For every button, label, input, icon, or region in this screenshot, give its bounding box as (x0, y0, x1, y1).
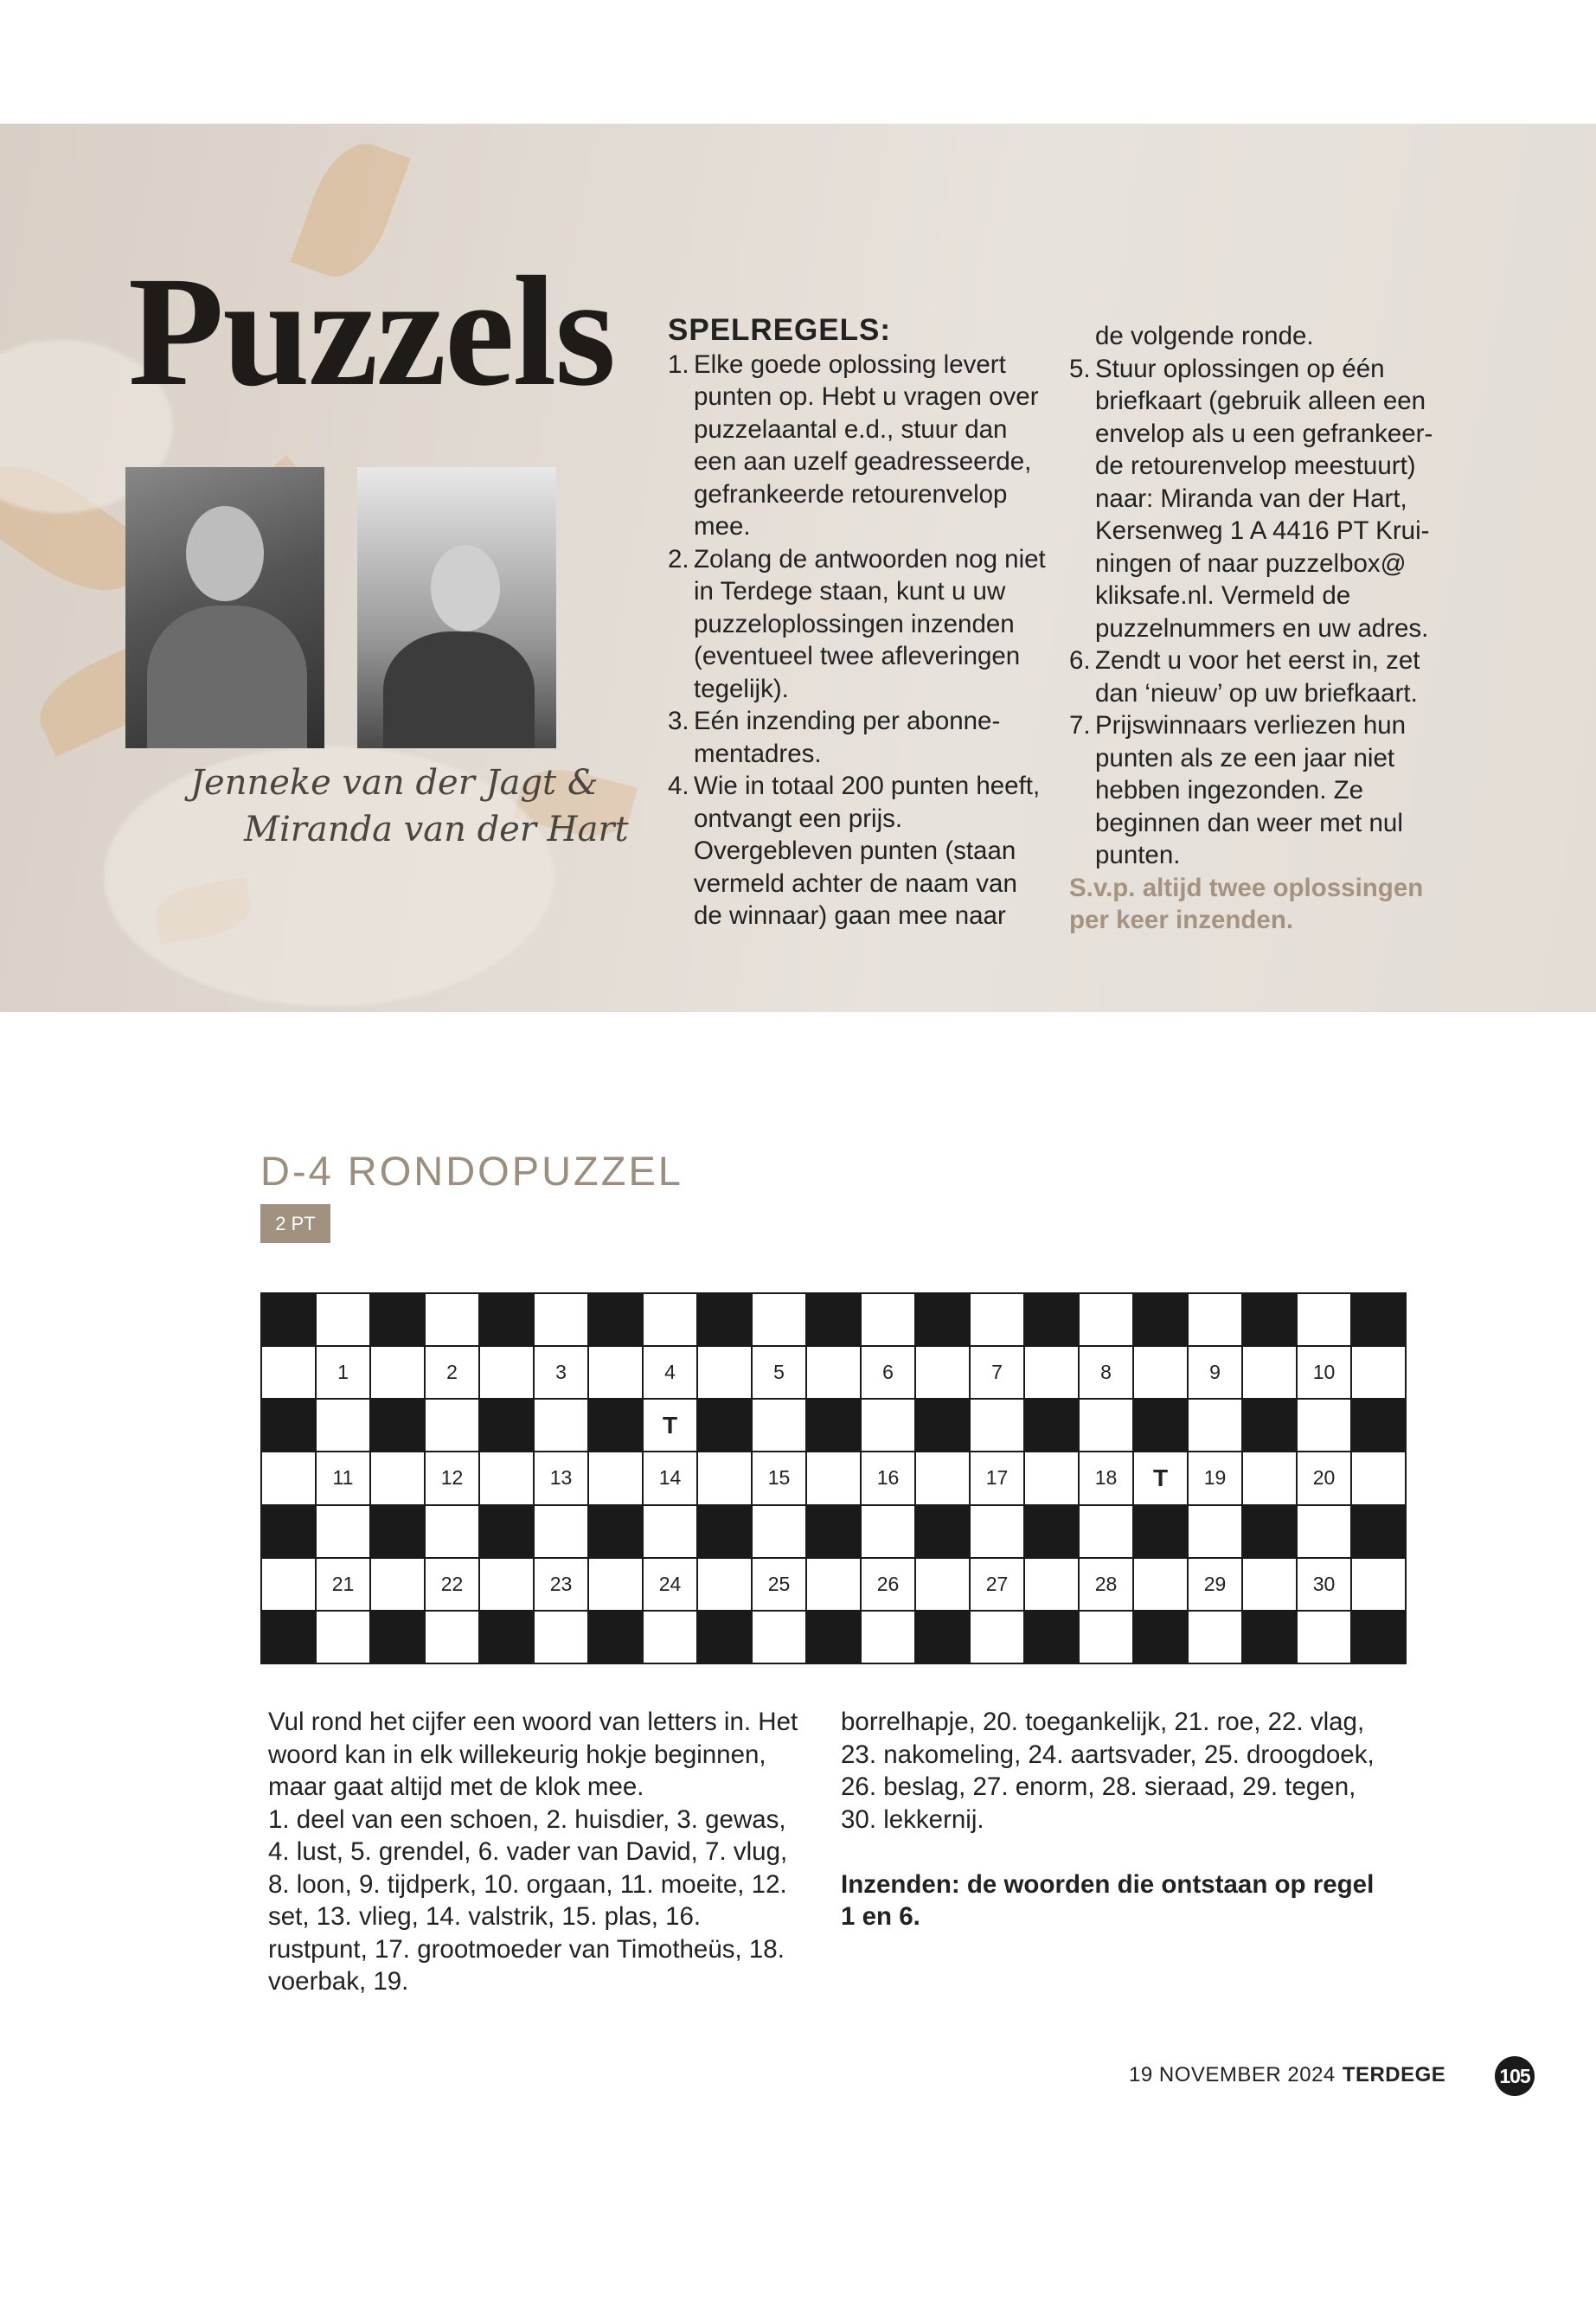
grid-number-cell: 22 (425, 1558, 479, 1611)
grid-number-cell: 4 (643, 1346, 697, 1399)
rule-continuation: de volgende ronde. (1095, 322, 1314, 350)
grid-number-cell: 6 (861, 1346, 915, 1399)
grid-letter-cell[interactable] (915, 1558, 970, 1611)
grid-letter-cell[interactable] (1188, 1293, 1242, 1346)
grid-letter-cell[interactable] (534, 1505, 588, 1558)
grid-letter-cell[interactable] (370, 1346, 425, 1399)
grid-letter-cell[interactable] (970, 1399, 1024, 1452)
grid-number-cell: 13 (534, 1452, 588, 1504)
grid-number-cell: 3 (534, 1346, 588, 1399)
grid-black-cell (1242, 1293, 1297, 1346)
rule-item: 4. Wie in totaal 200 punten heeft, ontvangt een prijs. Overgebleven punten (staan vermeld achter de naam van de winnaar) gaan mee naar (668, 772, 1041, 930)
grid-black-cell (1133, 1293, 1188, 1346)
grid-black-cell (479, 1611, 534, 1663)
grid-letter-cell[interactable] (915, 1346, 970, 1399)
rule-item: 7. Prijswinnaars verliezen hun punten als ze een jaar niet hebben ingezonden. Ze beginnen dan weer met nul punten. (1069, 711, 1407, 869)
grid-letter-cell[interactable] (1188, 1399, 1242, 1452)
grid-letter-cell[interactable] (261, 1558, 316, 1611)
grid-letter-cell[interactable] (1351, 1558, 1406, 1611)
grid-number-cell: 17 (970, 1452, 1024, 1504)
rule-item: 5. Stuur oplossingen op één briefkaart (gebruik alleen een envelop als u een gefrankeerde retourenvelop meestuurt) naar: Miranda van der Hart, Kersenweg 1 A 4416 PT Kruiningen of naar puzzelbox@ kliksafe.nl. Vermeld de puzzelnummers en uw adres. (1069, 354, 1433, 643)
grid-number-cell: 10 (1297, 1346, 1351, 1399)
grid-letter-cell[interactable] (425, 1293, 479, 1346)
grid-black-cell (697, 1611, 752, 1663)
grid-number-cell: 5 (752, 1346, 806, 1399)
grid-letter-cell[interactable] (425, 1399, 479, 1452)
grid-letter-cell[interactable] (1079, 1399, 1133, 1452)
grid-number-cell: 26 (861, 1558, 915, 1611)
grid-black-cell (915, 1505, 970, 1558)
grid-letter-cell[interactable] (1297, 1293, 1351, 1346)
grid-letter-cell[interactable] (316, 1293, 370, 1346)
puzzle-grid (260, 1292, 1407, 1664)
grid-black-cell (479, 1505, 534, 1558)
grid-letter-cell[interactable] (1242, 1452, 1297, 1504)
grid-number-cell: 19 (1188, 1452, 1242, 1504)
submit-instructions: Inzenden: de woorden die ontstaan op regel 1 en 6. (841, 1869, 1375, 1931)
grid-black-cell (1242, 1399, 1297, 1452)
puzzle-title: D-4 RONDOPUZZEL (260, 1148, 683, 1194)
grid-number-cell: 27 (970, 1558, 1024, 1611)
grid-letter-cell[interactable] (1133, 1558, 1188, 1611)
grid-letter-cell[interactable] (370, 1452, 425, 1504)
grid-black-cell (806, 1293, 861, 1346)
grid-black-cell (370, 1293, 425, 1346)
grid-letter-cell[interactable] (316, 1505, 370, 1558)
grid-black-cell (697, 1505, 752, 1558)
grid-number-cell: 21 (316, 1558, 370, 1611)
grid-letter-cell[interactable] (1188, 1611, 1242, 1663)
grid-black-cell (370, 1399, 425, 1452)
grid-letter-cell[interactable] (861, 1505, 915, 1558)
grid-number-cell: 23 (534, 1558, 588, 1611)
grid-black-cell (588, 1505, 643, 1558)
grid-number-cell: 30 (1297, 1558, 1351, 1611)
puzzle-clues-part2: borrelhapje, 20. toegankelijk, 21. roe, 22. vlag, 23. nakomeling, 24. aartsvader, 25. droogdoek, 26. beslag, 27. enorm, 28. sieraad, 29. tegen, 30. lekkernij. (841, 1708, 1375, 1834)
grid-letter-cell[interactable] (534, 1611, 588, 1663)
grid-letter-cell[interactable] (643, 1505, 697, 1558)
grid-letter-cell[interactable] (970, 1505, 1024, 1558)
author-name-1: Jenneke van der Jagt & (190, 763, 599, 803)
grid-black-cell (806, 1611, 861, 1663)
grid-letter-cell[interactable] (1297, 1611, 1351, 1663)
grid-number-cell: 1 (316, 1346, 370, 1399)
grid-black-cell (370, 1611, 425, 1663)
grid-letter-cell[interactable] (1351, 1346, 1406, 1399)
grid-letter-cell[interactable] (425, 1611, 479, 1663)
grid-row (261, 1611, 1406, 1663)
grid-number-cell: 9 (1188, 1346, 1242, 1399)
grid-black-cell (588, 1611, 643, 1663)
rules-column-2 (1069, 320, 1450, 937)
grid-letter-cell[interactable] (425, 1505, 479, 1558)
grid-letter-cell[interactable] (970, 1293, 1024, 1346)
page-title: Puzzels (128, 245, 615, 419)
puzzle-instructions: Vul rond het cijfer een woord van letters in. Het woord kan in elk willekeurig hokje beginnen, maar gaat altijd met de klok mee. (268, 1708, 798, 1801)
grid-black-cell (479, 1293, 534, 1346)
grid-black-cell (806, 1505, 861, 1558)
author-names (190, 760, 629, 853)
grid-number-cell: 14 (643, 1452, 697, 1504)
grid-black-cell (479, 1399, 534, 1452)
grid-number-cell: 24 (643, 1558, 697, 1611)
grid-row (261, 1293, 1406, 1346)
grid-black-cell (1133, 1611, 1188, 1663)
grid-black-cell (261, 1293, 316, 1346)
grid-letter-cell[interactable] (1079, 1611, 1133, 1663)
grid-letter-cell[interactable] (1024, 1558, 1079, 1611)
grid-letter-cell[interactable] (697, 1558, 752, 1611)
grid-letter-cell[interactable] (697, 1452, 752, 1504)
grid-letter-cell[interactable] (861, 1293, 915, 1346)
grid-number-cell: 2 (425, 1346, 479, 1399)
puzzle-clues-part1: 1. deel van een schoen, 2. huisdier, 3. gewas, 4. lust, 5. grendel, 6. vader van David, 7. vlug, 8. loon, 9. tijdperk, 10. orgaan, 11. moeite, 12. set, 13. vlieg, 14. valstrik, 15. plas, 16. rustpunt, 17. grootmoeder van Timotheüs, 18. voerbak, 19. (268, 1804, 788, 1996)
grid-letter-cell[interactable] (370, 1558, 425, 1611)
grid-letter-cell[interactable] (752, 1611, 806, 1663)
grid-letter-cell[interactable] (588, 1452, 643, 1504)
grid-number-cell: 18 (1079, 1452, 1133, 1504)
grid-letter-cell[interactable] (316, 1399, 370, 1452)
grid-black-cell (1351, 1293, 1406, 1346)
grid-row (261, 1558, 1406, 1611)
grid-letter-cell[interactable] (316, 1611, 370, 1663)
page-number: 105 (1495, 2056, 1535, 2096)
grid-row (261, 1505, 1406, 1558)
grid-letter-cell[interactable] (643, 1611, 697, 1663)
grid-black-cell (806, 1399, 861, 1452)
grid-number-cell: 29 (1188, 1558, 1242, 1611)
grid-number-cell: 12 (425, 1452, 479, 1504)
grid-letter-cell[interactable] (806, 1558, 861, 1611)
rule-item: 2. Zolang de antwoorden nog niet in Terdege staan, kunt u uw puzzeloplossingen inzenden (eventueel twee afleveringen tegelijk). (668, 544, 1046, 703)
grid-black-cell (1351, 1399, 1406, 1452)
grid-letter-cell[interactable] (752, 1505, 806, 1558)
grid-letter-cell[interactable] (1079, 1293, 1133, 1346)
grid-letter-cell[interactable] (752, 1399, 806, 1452)
points-badge: 2 PT (260, 1204, 330, 1243)
grid-letter-cell[interactable] (1024, 1346, 1079, 1399)
grid-letter-cell[interactable] (479, 1346, 534, 1399)
grid-letter-cell[interactable] (970, 1611, 1024, 1663)
grid-row (261, 1399, 1406, 1452)
grid-black-cell (261, 1611, 316, 1663)
grid-letter-cell[interactable] (643, 1293, 697, 1346)
grid-letter-cell[interactable] (534, 1399, 588, 1452)
grid-letter-cell[interactable] (806, 1346, 861, 1399)
grid-letter-cell[interactable] (1242, 1558, 1297, 1611)
header-banner (0, 124, 1596, 1012)
grid-letter-cell[interactable] (588, 1346, 643, 1399)
author-name-2: Miranda van der Hart (244, 810, 629, 849)
rules-heading: SPELREGELS: (668, 313, 891, 347)
grid-black-cell (697, 1399, 752, 1452)
grid-letter-cell[interactable] (479, 1452, 534, 1504)
grid-number-cell: 15 (752, 1452, 806, 1504)
footer-magazine: TERDEGE (1342, 2063, 1446, 2086)
grid-letter-cell[interactable] (588, 1558, 643, 1611)
grid-black-cell (1024, 1399, 1079, 1452)
grid-number-cell: 20 (1297, 1452, 1351, 1504)
grid-number-cell: 8 (1079, 1346, 1133, 1399)
grid-black-cell (1351, 1505, 1406, 1558)
grid-black-cell (1351, 1611, 1406, 1663)
grid-letter-cell[interactable] (261, 1452, 316, 1504)
grid-letter-cell[interactable] (752, 1293, 806, 1346)
grid-letter-cell[interactable] (697, 1346, 752, 1399)
grid-black-cell (588, 1399, 643, 1452)
grid-letter-cell[interactable] (1242, 1346, 1297, 1399)
rule-item: 3. Eén inzending per abonnementadres. (668, 707, 1001, 768)
grid-black-cell (697, 1293, 752, 1346)
grid-letter-cell[interactable] (1079, 1505, 1133, 1558)
grid-black-cell (1242, 1611, 1297, 1663)
footer-date: 19 NOVEMBER 2024 (1129, 2063, 1336, 2086)
grid-number-cell: 16 (861, 1452, 915, 1504)
grid-black-cell (261, 1399, 316, 1452)
grid-number-cell: 25 (752, 1558, 806, 1611)
grid-letter-cell[interactable] (806, 1452, 861, 1504)
grid-letter-cell[interactable] (1351, 1452, 1406, 1504)
grid-letter-cell[interactable] (915, 1452, 970, 1504)
grid-letter-cell[interactable] (534, 1293, 588, 1346)
grid-letter-cell[interactable] (1297, 1399, 1351, 1452)
rules-note: S.v.p. altijd twee oplossingen per keer inzenden. (1069, 873, 1424, 934)
grid-letter-cell[interactable]: T (1133, 1452, 1188, 1504)
grid-letter-cell[interactable] (1297, 1505, 1351, 1558)
grid-number-cell: 7 (970, 1346, 1024, 1399)
grid-black-cell (1024, 1611, 1079, 1663)
grid-black-cell (1133, 1399, 1188, 1452)
grid-black-cell (915, 1399, 970, 1452)
grid-letter-cell[interactable] (1133, 1346, 1188, 1399)
grid-letter-cell[interactable]: T (643, 1399, 697, 1452)
grid-black-cell (1024, 1293, 1079, 1346)
rules-column-1 (668, 314, 1048, 933)
grid-black-cell (1242, 1505, 1297, 1558)
rule-item: 6. Zendt u voor het eerst in, zet dan ‘nieuw’ op uw briefkaart. (1069, 646, 1420, 708)
grid-number-cell: 11 (316, 1452, 370, 1504)
grid-black-cell (370, 1505, 425, 1558)
grid-letter-cell[interactable] (861, 1611, 915, 1663)
instructions-column-1 (268, 1706, 800, 1998)
grid-black-cell (915, 1293, 970, 1346)
grid-black-cell (588, 1293, 643, 1346)
grid-row (261, 1346, 1406, 1399)
grid-letter-cell[interactable] (479, 1558, 534, 1611)
grid-black-cell (1133, 1505, 1188, 1558)
grid-black-cell (915, 1611, 970, 1663)
grid-letter-cell[interactable] (861, 1399, 915, 1452)
grid-letter-cell[interactable] (1188, 1505, 1242, 1558)
grid-number-cell: 28 (1079, 1558, 1133, 1611)
author-photo-jenneke (125, 467, 324, 748)
grid-letter-cell[interactable] (261, 1346, 316, 1399)
grid-black-cell (261, 1505, 316, 1558)
author-photo-miranda (357, 467, 556, 748)
rule-item: 1. Elke goede oplossing levert punten op. Hebt u vragen over puzzelaantal e.d., stuur dan een aan uzelf geadresseerde, gefrankeerde retourenvelop mee. (668, 349, 1039, 541)
grid-row (261, 1452, 1406, 1504)
grid-black-cell (1024, 1505, 1079, 1558)
grid-letter-cell[interactable] (1024, 1452, 1079, 1504)
instructions-column-2 (841, 1706, 1394, 1933)
page-footer (1129, 2063, 1445, 2087)
